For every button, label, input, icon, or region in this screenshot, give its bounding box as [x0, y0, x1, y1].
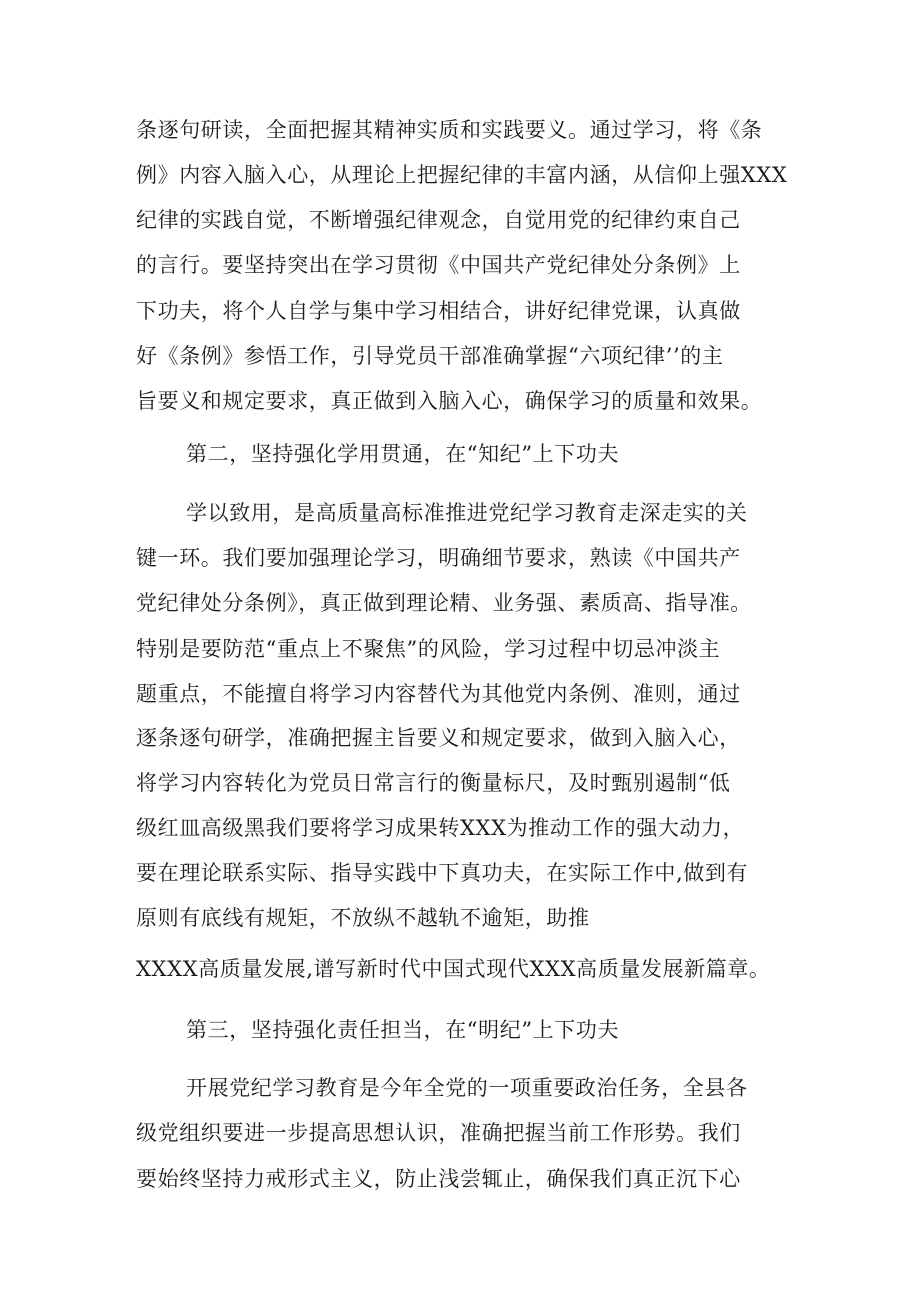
text-line: 级红皿高级黑我们要将学习成果转XXX为推动工作的强大动力， [136, 816, 745, 840]
text-line: 将学习内容转化为党员日常言行的衡量标尺，及时甄别遏制“低 [136, 771, 731, 795]
text-line: 纪律的实践自觉，不断增强纪律观念，自觉用党的纪律约束自己 [136, 208, 741, 232]
text-line: 键一环。我们要加强理论学习，明确细节要求，熟读《中国共产 [136, 546, 741, 570]
text-line: 旨要义和规定要求，真正做到入脑入心，确保学习的质量和效果。 [136, 389, 763, 413]
text-line: 原则有底线有规矩，不放纵不越轨不逾矩，助推 [136, 906, 590, 930]
text-line: 的言行。要坚持突出在学习贯彻《中国共产党纪律处分条例》上 [136, 253, 741, 277]
text-line: 学以致用，是高质量高标准推进党纪学习教育走深走实的关 [186, 501, 748, 525]
text-line: 题重点，不能擅自将学习内容替代为其他党内条例、准则，通过 [136, 682, 741, 706]
text-line: 条逐句研读，全面把握其精神实质和实践要义。通过学习，将《条 [136, 118, 763, 142]
text-line: 级党组织要进一步提高思想认识，准确把握当前工作形势。我们 [136, 1121, 741, 1145]
text-line: XXXX高质量发展,谱写新时代中国式现代XXX高质量发展新篇章。 [136, 957, 771, 981]
text-line: 下功夫，将个人自学与集中学习相结合，讲好纪律党课，认真做 [136, 299, 741, 323]
text-line: 好《条例》参悟工作，引导党员干部准确掌握“六项纪律’’的主 [136, 344, 724, 368]
text-line: 逐条逐句研学，准确把握主旨要义和规定要求，做到入脑入心， [136, 726, 741, 750]
text-line: 例》内容入脑入心，从理论上把握纪律的丰富内涵，从信仰上强XXX [136, 163, 788, 187]
text-line: 要始终坚持力戒形式主义，防止浅尝辄止，确保我们真正沉下心 [136, 1167, 741, 1191]
text-line: 要在理论联系实际、指导实践中下真功夫，在实际工作中,做到有 [136, 861, 749, 885]
section-heading: 第三，坚持强化责任担当，在“明纪”上下功夫 [186, 1018, 620, 1042]
text-line: 开展党纪学习教育是今年全党的一项重要政治任务，全县各 [186, 1076, 748, 1100]
text-line: 党纪律处分条例》，真正做到理论精、业务强、素质高、指导准。 [136, 591, 752, 615]
section-heading: 第二，坚持强化学用贯通，在“知纪”上下功夫 [186, 442, 620, 466]
text-line: 特别是要防范“重点上不聚焦”的风险，学习过程中切忌冲淡主 [136, 637, 721, 661]
